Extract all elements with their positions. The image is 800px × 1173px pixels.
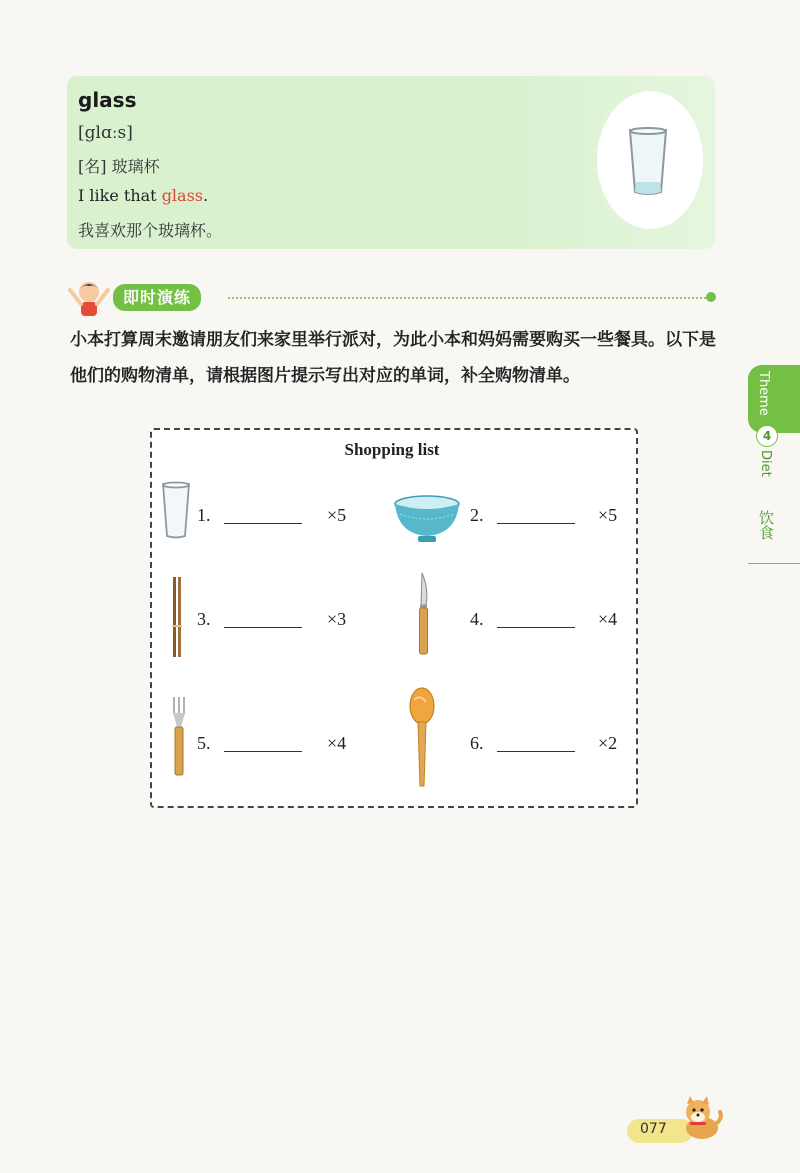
answer-blank-3[interactable] (224, 627, 302, 628)
answer-blank-2[interactable] (497, 523, 575, 524)
item-quantity: ×5 (598, 505, 618, 525)
dog-mascot-icon (676, 1094, 724, 1142)
knife-icon (414, 571, 434, 657)
side-tab-number: 4 (756, 425, 778, 447)
item-number: 2. (470, 505, 484, 525)
side-tab-line (748, 563, 800, 564)
side-tab-name-zh: 饮食 (757, 510, 775, 540)
vocab-part-of-speech: [名] 玻璃杯 (78, 157, 160, 176)
side-tab-name: Diet (758, 450, 773, 477)
item-number: 1. (197, 505, 211, 525)
spoon-icon (406, 686, 438, 790)
vocab-example (78, 186, 208, 205)
shopping-list-title: Shopping list (344, 440, 440, 459)
item-quantity: ×4 (327, 733, 347, 753)
kid-mascot-icon (66, 278, 112, 318)
glass-icon (626, 126, 670, 198)
answer-blank-6[interactable] (497, 751, 575, 752)
vocab-example-translation: 我喜欢那个玻璃杯。 (78, 221, 223, 240)
example-text-after: . (203, 186, 209, 205)
answer-blank-1[interactable] (224, 523, 302, 524)
chopsticks-icon (170, 575, 184, 659)
glass-icon (160, 481, 192, 541)
item-number: 4. (470, 609, 484, 629)
practice-title: 即时演练 (113, 284, 201, 311)
section-divider (228, 297, 710, 299)
item-number: 5. (197, 733, 211, 753)
divider-end-dot (706, 292, 716, 302)
item-number: 3. (197, 609, 211, 629)
vocab-word: glass (78, 88, 137, 112)
page-number: 077 (640, 1121, 667, 1137)
vocab-phonetic: [glɑːs] (78, 123, 133, 143)
answer-blank-5[interactable] (224, 751, 302, 752)
item-quantity: ×3 (327, 609, 347, 629)
example-highlight: glass (161, 186, 204, 205)
item-quantity: ×4 (598, 609, 618, 629)
side-tab-theme: Theme (756, 371, 771, 416)
answer-blank-4[interactable] (497, 627, 575, 628)
practice-instruction: 小本打算周末邀请朋友们来家里举行派对，为此小本和妈妈需要购买一些餐具。以下是他们的购物清单，请根据图片提示写出对应的单词，补全购物清单。 (70, 330, 716, 386)
item-number: 6. (470, 733, 484, 753)
fork-icon (170, 695, 188, 779)
example-text-before: I like that (78, 186, 162, 205)
item-quantity: ×2 (598, 733, 618, 753)
item-quantity: ×5 (327, 505, 347, 525)
bowl-icon (392, 494, 462, 546)
